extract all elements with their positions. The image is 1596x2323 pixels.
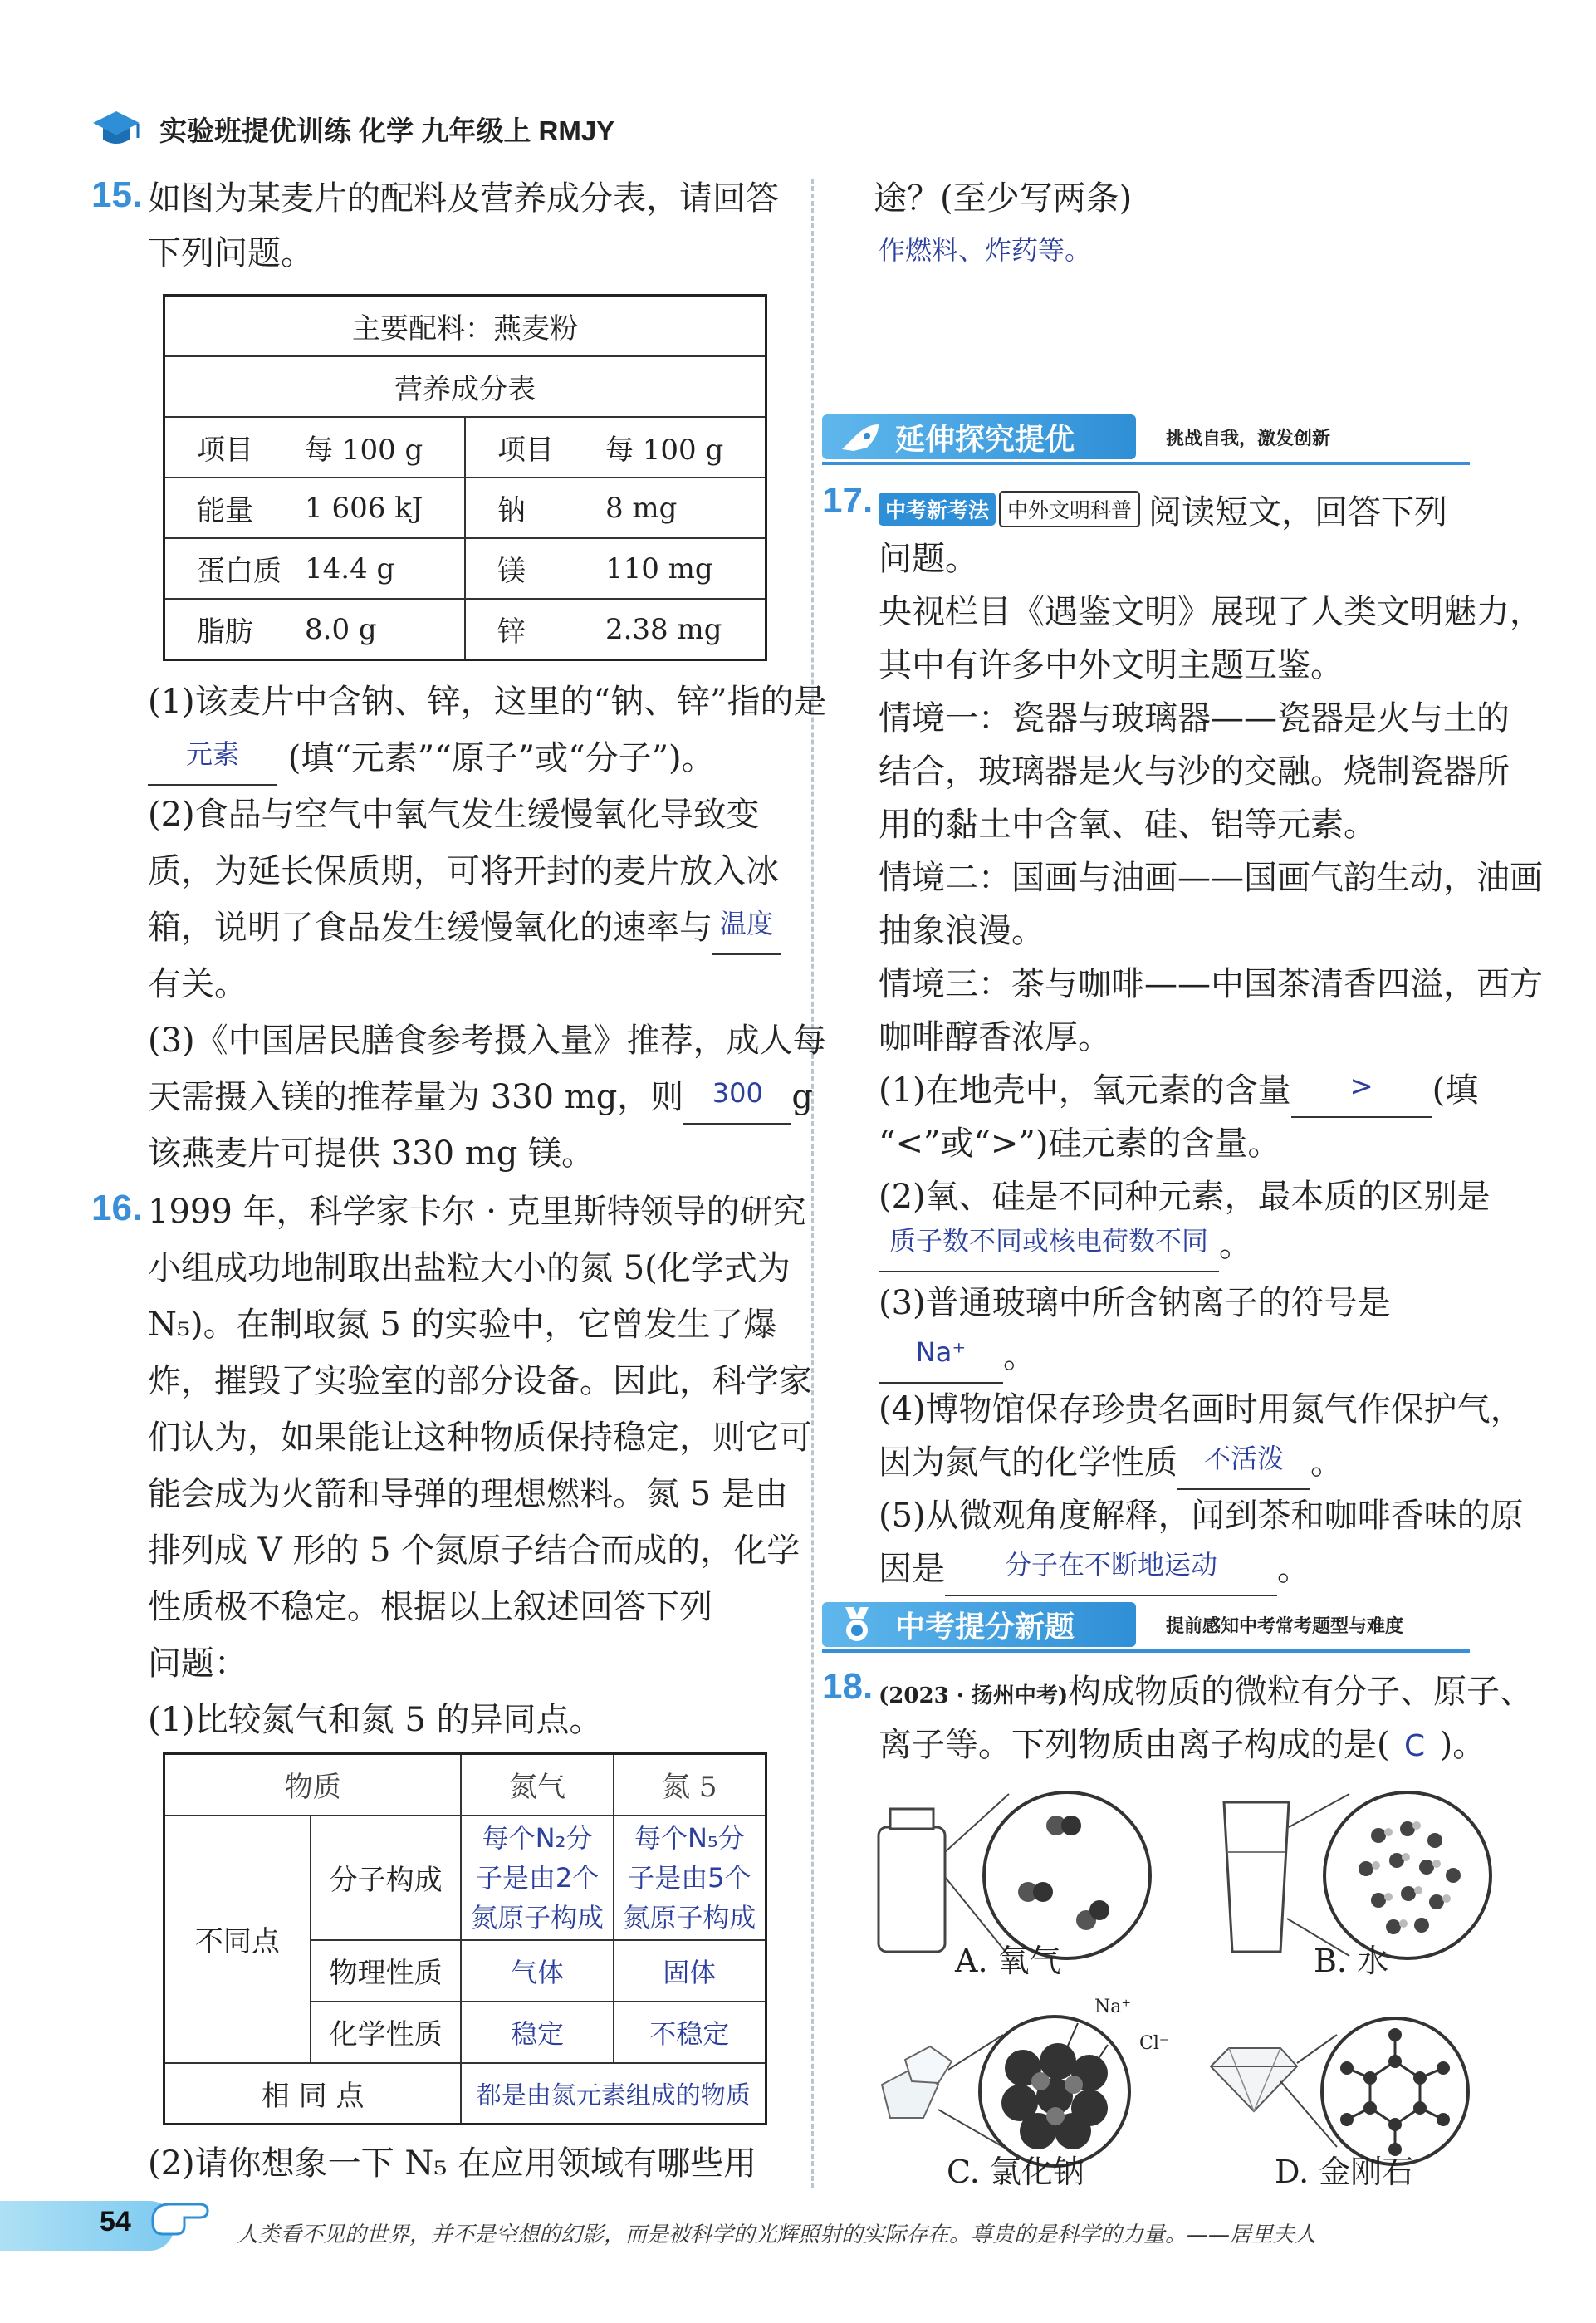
table-cell: 钠 xyxy=(465,478,597,538)
nutrition-table-title2: 营养成分表 xyxy=(164,356,766,417)
q17-p3: (3)普通玻璃中所含钠离子的符号是 xyxy=(879,1284,1391,1322)
section-banner-extension xyxy=(822,412,1470,462)
section-title: 中考提分新题 xyxy=(822,1602,1136,1647)
q15-p1-line2 xyxy=(148,731,715,786)
q16-line: 性质极不稳定。根据以上叙述回答下列 xyxy=(148,1588,712,1626)
q17-line: 央视栏目《遇鉴文明》展现了人类文明魅力， xyxy=(879,593,1543,631)
table-cell: 每个N₅分 子是由5个 氮原子构成 xyxy=(614,1816,766,1940)
q17-line: 结合，玻璃器是火与沙的交融。烧制瓷器所 xyxy=(879,752,1510,791)
q17-p1-text: (填 xyxy=(1432,1071,1479,1110)
q17-line: 其中有许多中外文明主题互鉴。 xyxy=(879,646,1344,684)
table-cell: 分子构成 xyxy=(311,1816,462,1940)
table-cell: 8 mg xyxy=(597,478,766,538)
q17-line: 情境三：茶与咖啡——中国茶清香四溢，西方 xyxy=(879,965,1543,1003)
table-cell: 项目 xyxy=(465,417,597,478)
q16-line: 炸，摧毁了实验室的部分设备。因此，科学家 xyxy=(148,1362,812,1400)
table-row xyxy=(164,2063,766,2125)
table-cell: 110 mg xyxy=(597,538,766,599)
table-cell: 2.38 mg xyxy=(597,599,766,660)
q16-line: 1999 年，科学家卡尔 · 克里斯特领导的研究 xyxy=(148,1193,806,1231)
rocket-icon xyxy=(837,421,882,454)
table-cell: 每 100 g xyxy=(597,417,766,478)
q17-p4-answer-blank[interactable]: 不活泼 xyxy=(1177,1448,1310,1490)
table-cell: 气体 xyxy=(461,1940,613,2002)
table-cell: 物质 xyxy=(164,1754,462,1816)
graduation-cap-icon xyxy=(91,108,141,149)
table-row xyxy=(164,599,766,660)
q17-p2-answer-blank[interactable]: 质子数不同或核电荷数不同 xyxy=(879,1231,1219,1272)
pointing-hand-icon xyxy=(148,2193,214,2242)
column-divider xyxy=(811,179,814,2188)
q17-line: 情境二：国画与油画——国画气韵生动，油画 xyxy=(879,859,1543,897)
q17-p2: (2)氧、硅是不同种元素，最本质的区别是 xyxy=(879,1178,1491,1216)
q16-number: 16. xyxy=(91,1188,143,1228)
q17-p4-line2: 因为氮气的化学性质 不活泼 。 xyxy=(879,1435,1344,1490)
q17-line: 用的黏土中含氧、硅、铝等元素。 xyxy=(879,806,1377,844)
q15-stem-line1: 如图为某麦片的配料及营养成分表，请回答 xyxy=(148,179,779,218)
q18-stem-text: )。 xyxy=(1439,1726,1486,1764)
q15-p3-line1: (3)《中国居民膳食参考摄入量》推荐，成人每 xyxy=(148,1022,826,1060)
table-cell: 1 606 kJ xyxy=(296,478,465,538)
section-underline xyxy=(822,1649,1470,1653)
q18-number: 18. xyxy=(822,1666,874,1707)
q16-line: 小组成功地制取出盐粒大小的氮 5(化学式为 xyxy=(148,1249,791,1287)
table-cell: 化学性质 xyxy=(311,2002,462,2063)
q15-p2-answer-blank[interactable]: 温度 xyxy=(712,914,781,955)
q15-p2-line2: 质，为延长保质期，可将开封的麦片放入冰 xyxy=(148,852,779,890)
section-subtitle: 提前感知中考常考题型与难度 xyxy=(1166,1615,1404,1637)
table-cell: 项目 xyxy=(164,417,297,478)
q17-p5-answer-blank[interactable]: 分子在不断地运动 xyxy=(945,1555,1277,1596)
q18-stem-text: 构成物质的微粒有分子、原子、 xyxy=(1068,1673,1534,1711)
table-row xyxy=(164,1754,766,1816)
q15-stem-line2: 下列问题。 xyxy=(148,234,314,272)
table-row xyxy=(164,478,766,538)
table-cell: 氮 5 xyxy=(614,1754,766,1816)
table-cell: 每个N₂分 子是由2个 氮原子构成 xyxy=(461,1816,613,1940)
tag-civilization: 中外文明科普 xyxy=(999,491,1140,527)
q15-p1-text: (填“元素”“原子”或“分子”)。 xyxy=(287,739,715,777)
q16-p1: (1)比较氮气和氮 5 的异同点。 xyxy=(148,1701,603,1739)
section-title: 延伸探究提优 xyxy=(822,414,1136,459)
medal-icon xyxy=(837,1607,877,1644)
table-cell: 不同点 xyxy=(164,1816,311,2063)
q17-p1-text: (1)在地壳中，氧元素的含量 xyxy=(879,1071,1291,1110)
table-cell: 不稳定 xyxy=(614,2002,766,2063)
page-header xyxy=(91,104,614,154)
q16-line: 排列成 V 形的 5 个氮原子结合而成的，化学 xyxy=(148,1532,800,1570)
table-cell: 脂肪 xyxy=(164,599,297,660)
table-cell: 能量 xyxy=(164,478,297,538)
q15-p1-answer-blank[interactable]: 元素 xyxy=(148,744,277,786)
q16-line: 问题： xyxy=(148,1644,247,1683)
q15-p3-unit: g xyxy=(791,1078,813,1116)
q16-p2-line2: 途？(至少写两条) xyxy=(874,179,1133,218)
q15-p3-answer-blank[interactable]: 300 xyxy=(683,1083,791,1125)
footer-quote: 人类看不见的世界，并不是空想的幻影，而是被科学的光辉照射的实际存在。尊贵的是科学的力量。——居里夫人 xyxy=(237,2223,1317,2247)
nitrogen-comparison-table xyxy=(163,1752,767,2125)
q15-p3-line2 xyxy=(148,1070,813,1125)
q17-line: 问题。 xyxy=(879,540,978,578)
q17-p1-line2: “<”或“>”)硅元素的含量。 xyxy=(879,1125,1281,1163)
q16-p2-answer: 作燃料、炸药等。 xyxy=(879,234,1092,266)
q16-line: 能会成为火箭和导弹的理想燃料。氮 5 是由 xyxy=(148,1475,788,1513)
q17-p2-answer-line: 质子数不同或核电荷数不同 。 xyxy=(879,1218,1252,1272)
q17-p4-text: 因为氮气的化学性质 xyxy=(879,1443,1177,1482)
table-cell: 固体 xyxy=(614,1940,766,2002)
option-a-label: A. 氧气 xyxy=(955,1943,1061,1979)
table-row xyxy=(164,417,766,478)
ion-label-sodium: Na⁺ xyxy=(1094,1997,1131,2017)
q18-stem-line1 xyxy=(879,1664,1533,1723)
q15-p3-text: 天需摄入镁的推荐量为 330 mg，则 xyxy=(148,1078,684,1116)
option-c-label: C. 氯化钠 xyxy=(947,2154,1084,2190)
section-underline xyxy=(822,462,1470,465)
q15-p1-line1: (1)该麦片中含钠、锌，这里的“钠、锌”指的是 xyxy=(148,683,827,721)
table-cell: 锌 xyxy=(465,599,597,660)
tag-new-method: 中考新考法 xyxy=(879,493,996,526)
table-row xyxy=(164,1816,766,1940)
table-cell: 每 100 g xyxy=(296,417,465,478)
q17-p5-line2: 因是 分子在不断地运动 。 xyxy=(879,1541,1310,1596)
table-cell: 相 同 点 xyxy=(164,2063,462,2125)
q16-line: N₅)。在制取氮 5 的实验中，它曾发生了爆 xyxy=(148,1306,777,1344)
table-cell: 8.0 g xyxy=(296,599,465,660)
q17-p3-answer-blank[interactable]: Na⁺ xyxy=(879,1342,1003,1384)
q17-line: 咖啡醇香浓厚。 xyxy=(879,1018,1111,1056)
q18-stem-text: 离子等。下列物质由离子构成的是( xyxy=(879,1726,1390,1764)
q17-p5-line1: (5)从微观角度解释，闻到茶和咖啡香味的原 xyxy=(879,1497,1524,1535)
q17-stem-tail: 阅读短文，回答下列 xyxy=(1148,493,1448,532)
q15-p2-line3 xyxy=(148,900,781,955)
q17-p3-answer-line: Na⁺ 。 xyxy=(879,1329,1036,1384)
q16-p2-line1: (2)请你想象一下 N₅ 在应用领域有哪些用 xyxy=(148,2144,757,2183)
q15-p3-line3: 该燕麦片可提供 330 mg 镁。 xyxy=(148,1135,595,1173)
nutrition-table xyxy=(163,294,767,661)
table-cell: 稳定 xyxy=(461,2002,613,2063)
q15-number: 15. xyxy=(91,174,143,215)
q15-p2-text: 箱，说明了食品发生缓慢氧化的速率与 xyxy=(148,909,712,947)
table-cell: 物理性质 xyxy=(311,1940,462,2002)
q18-stem-line2 xyxy=(879,1718,1486,1774)
table-row xyxy=(164,538,766,599)
ion-label-chloride: Cl⁻ xyxy=(1139,2033,1169,2054)
q17-line: 抽象浪漫。 xyxy=(879,912,1045,950)
q16-line: 们认为，如果能让这种物质保持稳定，则它可 xyxy=(148,1419,812,1457)
section-banner-exam xyxy=(822,1600,1470,1649)
q15-p2-line4: 有关。 xyxy=(148,965,247,1003)
q17-p1-answer-blank[interactable]: > xyxy=(1291,1076,1432,1118)
table-cell: 都是由氮元素组成的物质 xyxy=(461,2063,766,2125)
table-cell: 14.4 g xyxy=(296,538,465,599)
q17-p4-line1: (4)博物馆保存珍贵名画时用氮气作保护气， xyxy=(879,1390,1524,1429)
section-subtitle: 挑战自我，激发创新 xyxy=(1166,428,1331,449)
nutrition-table-title1: 主要配料：燕麦粉 xyxy=(164,296,766,357)
table-cell: 氮气 xyxy=(461,1754,613,1816)
q17-line: 情境一：瓷器与玻璃器——瓷器是火与土的 xyxy=(879,699,1510,738)
option-d-label: D. 金刚石 xyxy=(1275,2154,1414,2190)
table-cell: 蛋白质 xyxy=(164,538,297,599)
page-number: 54 xyxy=(100,2206,131,2237)
q18-answer: C xyxy=(1404,1729,1426,1763)
table-cell: 镁 xyxy=(465,538,597,599)
q17-number: 17. xyxy=(822,480,874,521)
q17-p5-text: 因是 xyxy=(879,1550,945,1588)
q17-p1-line1 xyxy=(879,1063,1478,1118)
q18-source: (2023 · 扬州中考) xyxy=(879,1683,1069,1708)
q17-stem-first-line xyxy=(879,482,1447,537)
header-title: 实验班提优训练 化学 九年级上 RMJY xyxy=(159,115,615,146)
q15-p2-line1: (2)食品与空气中氧气发生缓慢氧化导致变 xyxy=(148,796,760,834)
option-b-label: B. 水 xyxy=(1314,1943,1389,1979)
